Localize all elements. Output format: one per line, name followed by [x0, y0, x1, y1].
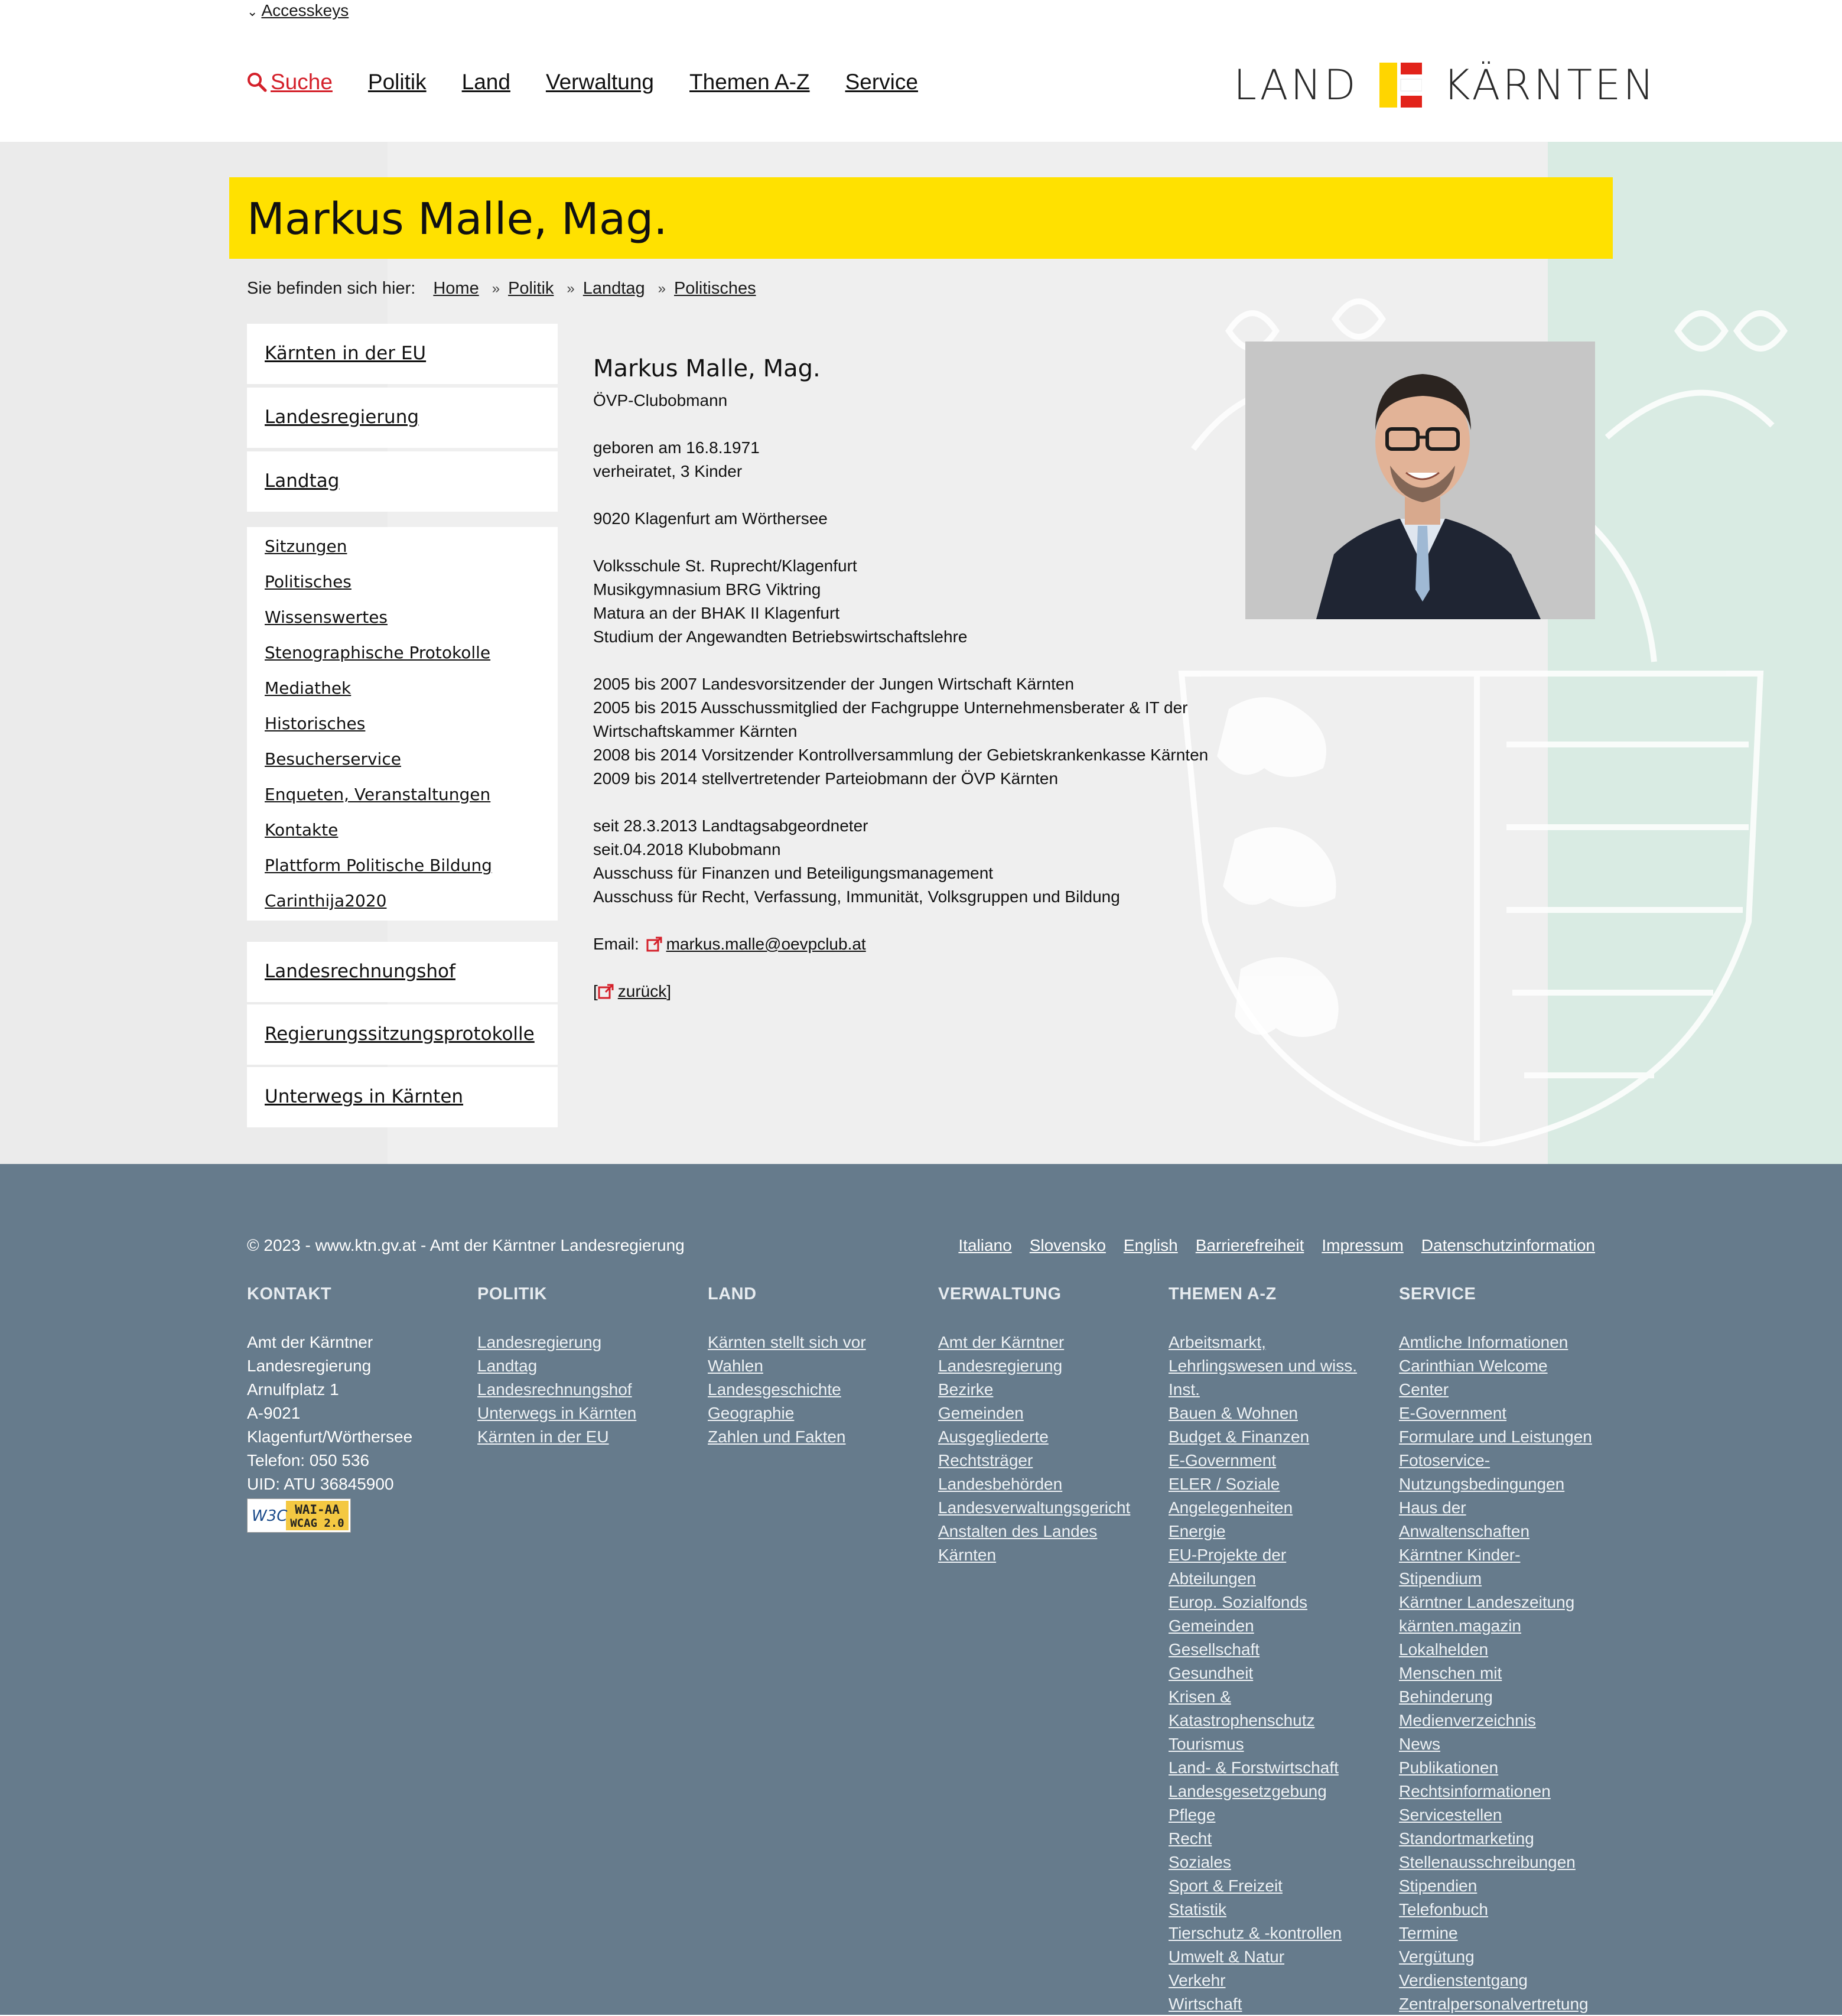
main-content [0, 142, 1842, 1164]
breadcrumb [247, 279, 756, 298]
search-icon [247, 72, 267, 92]
external-link-icon [598, 983, 614, 1000]
breadcrumb-politisches[interactable]: Politisches [673, 279, 756, 298]
sidebar-item-label: Landesregierung [265, 407, 419, 428]
footer-link[interactable]: E-Government [1399, 1404, 1507, 1422]
sidebar-subnav [247, 527, 558, 921]
copyright: © 2023 - www.ktn.gv.at - Amt der Kärntner Landesregierung [247, 1236, 685, 1254]
footer-link[interactable]: Publikationen [1399, 1758, 1499, 1777]
chevron-down-icon: ⌄ [247, 4, 258, 19]
nav-search-label: Suche [271, 70, 333, 94]
footer-link[interactable]: News [1399, 1735, 1441, 1753]
footer-link[interactable]: Servicestellen [1399, 1806, 1502, 1824]
footer-link[interactable]: Telefonbuch [1399, 1900, 1489, 1919]
sidebar-item-label: Regierungssitzungsprotokolle [265, 1023, 535, 1045]
footer-link[interactable]: Lokalhelden [1399, 1640, 1489, 1659]
footer-link[interactable]: Wirtschaft [1169, 1995, 1242, 2013]
profile-born: geboren am 16.8.1971 [593, 438, 760, 457]
subnav-item-carinthija[interactable]: Carinthija2020 [265, 891, 387, 911]
footer-link[interactable]: Abteilungen [1169, 1569, 1256, 1588]
sidebar-item-unterwegs[interactable] [247, 1067, 558, 1127]
chevron-right-icon: » [658, 280, 666, 297]
portrait-image [1245, 342, 1595, 619]
sidebar-item-label: Unterwegs in Kärnten [265, 1086, 464, 1107]
footer-link[interactable]: Termine [1399, 1924, 1458, 1942]
footer-link[interactable]: Sport & Freizeit [1169, 1877, 1283, 1895]
footer-link[interactable]: Kärnten stellt sich vor [708, 1333, 866, 1351]
page-title-bar [229, 177, 1613, 259]
footer-link[interactable]: Amtliche Informationen [1399, 1333, 1568, 1351]
footer-link[interactable]: Land- & Forstwirtschaft [1169, 1758, 1339, 1777]
footer-link-impressum[interactable]: Impressum [1322, 1236, 1404, 1254]
subnav-item-plattform[interactable]: Plattform Politische Bildung [265, 856, 492, 875]
wcag-badge-top: WAI-AA [295, 1503, 340, 1517]
wcag-badge-w3c: W3C [252, 1507, 288, 1525]
accesskeys-label: Accesskeys [261, 1, 349, 19]
footer-links [958, 1236, 1595, 1255]
footer-link[interactable]: Umwelt & Natur [1169, 1947, 1285, 1966]
kontakt-line: UID: ATU 36845900 [247, 1475, 394, 1493]
footer-heading-politik: POLITIK [477, 1285, 547, 1303]
career-line: 2005 bis 2007 Landesvorsitzender der Jungen Wirtschaft Kärnten [593, 675, 1075, 693]
footer-column-service [1399, 1282, 1623, 2016]
footer-link[interactable]: Wahlen [708, 1357, 763, 1375]
sidebar-item-landtag[interactable] [247, 451, 558, 512]
education-line: Volksschule St. Ruprecht/Klagenfurt [593, 557, 857, 575]
footer-link[interactable]: Amt der Kärntner [938, 1333, 1065, 1351]
mandate-line: Ausschuss für Recht, Verfassung, Immunität, Volksgruppen und Bildung [593, 887, 1120, 906]
wcag-badge-bottom: WCAG 2.0 [290, 1517, 344, 1530]
footer-column-verwaltung [938, 1282, 1163, 1567]
footer-link[interactable]: Landesregierung [477, 1333, 602, 1351]
footer-link-slovensko[interactable]: Slovensko [1029, 1236, 1106, 1254]
footer-heading-service: SERVICE [1399, 1285, 1476, 1303]
footer-link[interactable]: Geographie [708, 1404, 795, 1422]
profile-name: Markus Malle, Mag. [593, 355, 821, 382]
footer-heading-verwaltung: VERWALTUNG [938, 1285, 1062, 1303]
site-footer [0, 1164, 1842, 2015]
footer-link[interactable]: ELER / Soziale [1169, 1475, 1280, 1493]
email-link[interactable]: markus.malle@oevpclub.at [666, 935, 866, 953]
footer-link[interactable]: Center [1399, 1380, 1449, 1399]
footer-link[interactable]: Kärnten [938, 1546, 997, 1564]
footer-link[interactable]: Medienverzeichnis [1399, 1711, 1536, 1729]
accesskeys-toggle[interactable] [247, 1, 349, 20]
land-kaernten-logo[interactable] [1234, 61, 1657, 109]
footer-link[interactable]: Gemeinden [938, 1404, 1024, 1422]
footer-link[interactable]: Gesundheit [1169, 1664, 1254, 1682]
kontakt-line: Klagenfurt/Wörthersee [247, 1428, 413, 1446]
footer-heading-land: LAND [708, 1285, 757, 1303]
footer-link[interactable]: Bauen & Wohnen [1169, 1404, 1298, 1422]
chevron-right-icon: » [492, 280, 500, 297]
career-line: 2009 bis 2014 stellvertretender Parteiobmann der ÖVP Kärnten [593, 769, 1059, 788]
profile-address: 9020 Klagenfurt am Wörthersee [593, 509, 828, 528]
breadcrumb-home[interactable]: Home [433, 279, 479, 298]
footer-link[interactable]: EU-Projekte der [1169, 1546, 1287, 1564]
breadcrumb-politik[interactable]: Politik [508, 279, 554, 298]
footer-link[interactable]: Landesrechnungshof [477, 1380, 632, 1399]
kontakt-line: Landesregierung [247, 1357, 372, 1375]
footer-link[interactable]: kärnten.magazin [1399, 1617, 1522, 1635]
sidebar-item-landesrechnungshof[interactable] [247, 942, 558, 1002]
sidebar-item-label: Landtag [265, 470, 340, 492]
footer-link[interactable]: Tierschutz & -kontrollen [1169, 1924, 1342, 1942]
subnav-item-kontakte[interactable]: Kontakte [265, 820, 339, 840]
footer-link[interactable]: Soziales [1169, 1853, 1231, 1871]
footer-link[interactable]: Vergütung [1399, 1947, 1475, 1966]
sidebar-item-label: Kärnten in der EU [265, 343, 427, 364]
footer-link[interactable]: Standortmarketing [1399, 1829, 1534, 1848]
footer-link[interactable]: Anwaltenschaften [1399, 1522, 1530, 1540]
back-row [593, 980, 1219, 1003]
kontakt-line: A-9021 [247, 1404, 301, 1422]
mandate-line: Ausschuss für Finanzen und Beteiligungsmanagement [593, 864, 994, 882]
nav-themen[interactable]: Themen A-Z [689, 70, 810, 94]
footer-link[interactable]: Behinderung [1399, 1687, 1493, 1706]
footer-link[interactable]: Ausgegliederte [938, 1428, 1049, 1446]
mandate-line: seit 28.3.2013 Landtagsabgeordneter [593, 817, 868, 835]
nav-search[interactable] [247, 70, 333, 95]
email-label: Email: [593, 935, 639, 953]
main-navigation [247, 70, 918, 95]
education-line: Musikgymnasium BRG Viktring [593, 580, 821, 599]
footer-link[interactable]: Energie [1169, 1522, 1226, 1540]
back-bracket-close: ] [666, 982, 672, 1000]
email-row [593, 932, 1219, 956]
footer-heading-kontakt: KONTAKT [247, 1285, 332, 1303]
footer-link-english[interactable]: English [1123, 1236, 1178, 1254]
subnav-item-sitzungen[interactable]: Sitzungen [265, 536, 347, 556]
footer-link[interactable]: Zahlen und Fakten [708, 1428, 846, 1446]
back-link[interactable]: zurück [617, 982, 667, 1000]
footer-link[interactable]: E-Government [1169, 1451, 1277, 1469]
footer-link[interactable]: Menschen mit [1399, 1664, 1502, 1682]
footer-link[interactable]: Carinthian Welcome [1399, 1357, 1548, 1375]
footer-link[interactable]: Landesregierung [938, 1357, 1063, 1375]
logo-word-land: LAND [1234, 61, 1358, 109]
footer-link[interactable]: Stipendium [1399, 1569, 1482, 1588]
logo-word-kaernten: KÄRNTEN [1443, 61, 1657, 109]
nav-verwaltung[interactable]: Verwaltung [545, 70, 655, 94]
sidebar-item-label: Landesrechnungshof [265, 961, 455, 982]
footer-link[interactable]: Formulare und Leistungen [1399, 1428, 1592, 1446]
footer-link[interactable]: Landesgeschichte [708, 1380, 841, 1399]
page-title: Markus Malle, Mag. [247, 194, 668, 245]
footer-link[interactable]: Europ. Sozialfonds [1169, 1593, 1308, 1611]
footer-link[interactable]: Stipendien [1399, 1877, 1477, 1895]
footer-column-kontakt [247, 1282, 471, 1533]
footer-link-italiano[interactable]: Italiano [958, 1236, 1012, 1254]
footer-link[interactable]: Arbeitsmarkt, [1169, 1333, 1266, 1351]
footer-heading-themen: THEMEN A-Z [1169, 1285, 1277, 1303]
kontakt-line: Telefon: 050 536 [247, 1451, 370, 1469]
footer-link[interactable]: Zentralpersonalvertretung [1399, 1995, 1589, 2013]
footer-link[interactable]: Pflege [1169, 1806, 1216, 1824]
kontakt-line: Arnulfplatz 1 [247, 1380, 339, 1399]
logo-mark-icon [1379, 63, 1422, 108]
footer-link[interactable]: Inst. [1169, 1380, 1200, 1399]
site-header [0, 0, 1842, 142]
footer-link-datenschutz[interactable]: Datenschutzinformation [1421, 1236, 1595, 1254]
breadcrumb-landtag[interactable]: Landtag [582, 279, 645, 298]
nav-land[interactable]: Land [461, 70, 510, 94]
profile-content [593, 357, 1219, 1003]
footer-link[interactable]: Haus der [1399, 1498, 1466, 1517]
footer-link[interactable]: Bezirke [938, 1380, 994, 1399]
footer-link[interactable]: Krisen & [1169, 1687, 1231, 1706]
footer-link[interactable]: Fotoservice- [1399, 1451, 1490, 1469]
back-bracket-open: [ [593, 982, 598, 1000]
external-link-icon [646, 936, 663, 952]
footer-link[interactable]: Angelegenheiten [1169, 1498, 1293, 1517]
footer-link[interactable]: Landesbehörden [938, 1475, 1063, 1493]
profile-role: ÖVP-Clubobmann [593, 391, 728, 409]
profile-portrait [1245, 342, 1595, 619]
footer-link[interactable]: Gesellschaft [1169, 1640, 1260, 1659]
footer-link[interactable]: Recht [1169, 1829, 1212, 1848]
profile-family: verheiratet, 3 Kinder [593, 462, 743, 480]
subnav-item-politisches[interactable]: Politisches [265, 572, 352, 591]
footer-link[interactable]: Landtag [477, 1357, 538, 1375]
footer-link[interactable]: Nutzungsbedingungen [1399, 1475, 1565, 1493]
footer-link[interactable]: Kärntner Landeszeitung [1399, 1593, 1575, 1611]
footer-link[interactable]: Gemeinden [1169, 1617, 1254, 1635]
footer-link[interactable]: Kärnten in der EU [477, 1428, 609, 1446]
mandate-line: seit.04.2018 Klubobmann [593, 840, 781, 859]
subnav-item-protokolle[interactable]: Stenographische Protokolle [265, 643, 491, 662]
footer-link[interactable]: Verdienstentgang [1399, 1971, 1528, 1989]
footer-column-politik [477, 1282, 702, 1449]
footer-column-land [708, 1282, 932, 1449]
breadcrumb-prefix: Sie befinden sich hier: [247, 279, 416, 298]
footer-link-barrierefreiheit[interactable]: Barrierefreiheit [1195, 1236, 1304, 1254]
chevron-right-icon: » [567, 280, 575, 297]
footer-link[interactable]: Anstalten des Landes [938, 1522, 1098, 1540]
nav-politik[interactable]: Politik [367, 70, 427, 94]
footer-link[interactable]: Rechtsinformationen [1399, 1782, 1551, 1800]
footer-link[interactable]: Budget & Finanzen [1169, 1428, 1310, 1446]
footer-link[interactable]: Rechtsträger [938, 1451, 1033, 1469]
career-line: Wirtschaftskammer Kärnten [593, 722, 798, 740]
footer-link[interactable]: Landesverwaltungsgericht [938, 1498, 1131, 1517]
footer-link[interactable]: Unterwegs in Kärnten [477, 1404, 637, 1422]
footer-link[interactable]: Tourismus [1169, 1735, 1244, 1753]
sidebar-item-landesregierung[interactable] [247, 388, 558, 448]
footer-link[interactable]: Statistik [1169, 1900, 1227, 1919]
footer-link[interactable]: Kärntner Kinder- [1399, 1546, 1521, 1564]
nav-service[interactable]: Service [845, 70, 918, 94]
footer-link[interactable]: Landesgesetzgebung [1169, 1782, 1327, 1800]
career-line: 2008 bis 2014 Vorsitzender Kontrollversammlung der Gebietskrankenkasse Kärnten [593, 746, 1209, 764]
career-line: 2005 bis 2015 Ausschussmitglied der Fachgruppe Unternehmensberater & IT der [593, 698, 1188, 717]
subnav-item-mediathek[interactable]: Mediathek [265, 678, 352, 698]
education-line: Matura an der BHAK II Klagenfurt [593, 604, 840, 622]
footer-link[interactable]: Verkehr [1169, 1971, 1226, 1989]
sidebar-item-kaernten-eu[interactable] [247, 324, 558, 384]
education-line: Studium der Angewandten Betriebswirtschaftslehre [593, 627, 968, 646]
sidebar-item-regierungssitzungsprotokolle[interactable] [247, 1004, 558, 1065]
wcag-badge-icon[interactable] [247, 1498, 351, 1533]
footer-link[interactable]: Stellenausschreibungen [1399, 1853, 1576, 1871]
footer-link[interactable]: Lehrlingswesen und wiss. [1169, 1357, 1358, 1375]
subnav-item-enqueten[interactable]: Enqueten, Veranstaltungen [265, 785, 491, 804]
footer-column-themen [1169, 1282, 1393, 2016]
subnav-item-historisches[interactable]: Historisches [265, 714, 366, 733]
footer-link[interactable]: Katastrophenschutz [1169, 1711, 1315, 1729]
subnav-item-wissenswertes[interactable]: Wissenswertes [265, 607, 388, 627]
kontakt-line: Amt der Kärntner [247, 1333, 373, 1351]
subnav-item-besucherservice[interactable]: Besucherservice [265, 749, 401, 769]
